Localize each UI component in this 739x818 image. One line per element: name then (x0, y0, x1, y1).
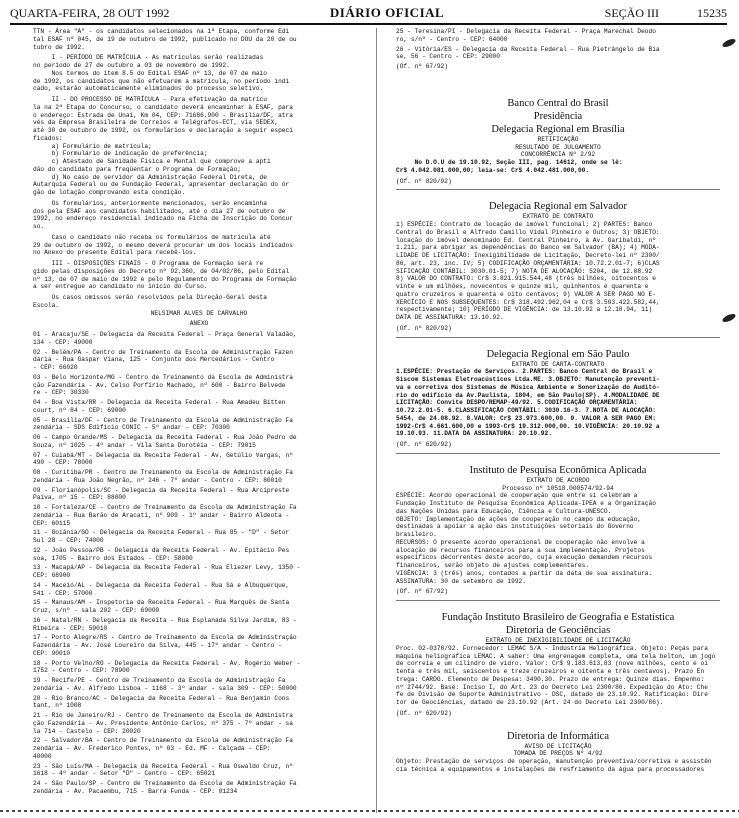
notice-type: EXTRATO DE INEXIGIBILIDADE DE LICITAÇÃO (485, 637, 631, 644)
processo-matricula-paragraph (33, 96, 365, 143)
text-line: zendária - Rua João Negrão, nº 246 - 7º andar - Centro - CEP: 80010 (33, 476, 282, 484)
text-line: 1.211, para abrigar as dependências do Banco em Salvador (BA); 4) MODA- (396, 244, 660, 252)
page-number: 15235 (697, 5, 727, 20)
text-line: nº 2744/92. Base: Inciso I, do Art. 23 do Decreto Lei 2300/86. Expedição do Ato: Che (396, 683, 708, 691)
annex-entry (33, 564, 365, 580)
text-line: ção Fazendária - Av. Celso Porfírio Machado, nº 600 - Bairro Belvede (33, 381, 286, 389)
office-ref: (Of. nº 67/92) (396, 588, 448, 596)
text-line: destinadas a apoiar a ação das instituições setoriais do Governo (396, 523, 634, 531)
section-rule (396, 453, 720, 454)
text-line: 10.72.2.01-5. 6.CLASSIFICAÇÃO CONTÁBIL: 3030.16-3. 7.NOTA DE ALOCAÇÃO: (396, 407, 656, 414)
notice-type: EXTRATO DE CONTRATO (522, 213, 594, 221)
text-line: soa, 1705 - Bairro dos Estados - CEP: 58000 (33, 554, 193, 562)
final-provisions-paragraph (33, 260, 365, 291)
annex-entry (33, 487, 365, 503)
no-forms-paragraph (33, 234, 365, 257)
annex-entry (396, 28, 720, 44)
annex-entry (33, 469, 365, 485)
annex-entry (33, 452, 365, 468)
notice-body (396, 368, 720, 438)
annex-list (33, 331, 365, 796)
annex-entry (33, 677, 365, 693)
ibge-notice (396, 611, 720, 718)
text-line: 26 - Vitória/ES - Delegacia da Receita Federal - Rua Pietrângelo de Bia (396, 45, 660, 53)
text-line: court, nº 84 - CEP: 69000 (33, 406, 126, 414)
text-line: 22 - Salvador/BA - Centro de Treinamento da Escola de Administração Fa (33, 737, 293, 745)
org-heading: Banco Central do Brasil (507, 97, 609, 109)
notice-body (396, 221, 720, 322)
annex-heading: ANEXO (189, 320, 209, 328)
office-ref: (Of. nº 820/92) (396, 177, 452, 185)
text-line: CEP: 68900 (33, 572, 71, 579)
salvador-notice (396, 200, 720, 332)
text-line: ção Fazendária - Av. Presidente Antônio Carlos, nº 375 - 7º andar - sa (33, 719, 293, 727)
text-line: tal ESAF nº 045, de 19 de outubro de 1992, publicado no DOU da 20 de ou (33, 35, 297, 43)
text-line: 20 - Rio Branco/AC - Delegacia da Receita Federal - Rua Benjamin Cons (33, 694, 290, 702)
text-line: Paiva, nº 15 - CEP: 88000 (33, 494, 126, 502)
org-heading: Fundação Instituto Brasileiro de Geografia e Estatística (441, 612, 675, 623)
text-line: tant, nº 1008 (33, 702, 82, 710)
text-line: 04 - Boa Vista/RR - Delegacia da Receita Federal - Rua Amadeu Bitten (33, 399, 286, 406)
forms-paragraph (33, 200, 365, 231)
text-line: la na 2ª Etapa do Concurso, o candidato deverá encaminhar à ESAF, para (33, 103, 293, 111)
text-line: Souza, nº 1025 - 4º andar - Vila Santa Dorotéia - CEP: 79015 (33, 441, 256, 449)
text-line: 02 - Belém/PA - Centro de Treinamento da Escola de Administração Fazen (33, 348, 293, 356)
notice-body (396, 492, 720, 585)
text-line: Ribeira - CEP: 59010 (33, 624, 108, 632)
text-line: 07 - Cuiabá/MT - Delegacia da Receita Federal - Av. Getúlio Vargas, nº (33, 451, 293, 459)
text-line: tenta e três mil, seiscentos e treze cruzeiros e oitenta e três centavos). Prazo En (396, 668, 705, 675)
section-rule (396, 189, 720, 190)
list-item: d) No caso de servidor da Administração Federal Direta, de (51, 173, 267, 181)
text-line: III - DISPOSIÇÕES FINAIS - O Programa de Formação será re (51, 260, 264, 267)
masthead (10, 5, 727, 25)
annex-entry (33, 399, 365, 415)
list-item: c) Atestado de Sanidade Física e Mental que comprove a apti (51, 158, 271, 165)
text-line: la 714 - Castelo - CEP: 20020 (33, 727, 141, 735)
annex-entry (33, 374, 365, 397)
text-line: 21 - Rio de Janeiro/RJ - Centro de Treinamento da Escola de Administra (33, 712, 293, 719)
text-line: ro, s/nº - Centro - CEP: 64000 (396, 35, 508, 43)
annex-entry (33, 547, 365, 563)
text-line: 18 - Porto Velho/RO - Delegacia da Receita Federal - Av. Rogério Weber - (33, 659, 301, 667)
text-line: Cruz, s/nº - sala 202 - CEP: 69000 (33, 607, 160, 614)
annex-entry (33, 695, 365, 711)
text-line: Fundação Instituto de Pesquisa Econômica Aplicada-IPEA e a Organização (396, 500, 656, 507)
text-line: de correia e um cilindro de vidro. Valor: Cr$ 9.183.613,83 (nove milhões, cento e oi (396, 660, 708, 668)
text-line: 86, art. 23, inc. IV; 5) CODIFICAÇÃO ORÇAMENTÁRIA: 10.72.2.01-7; 6)CLAS (396, 259, 660, 267)
annex-entry (33, 599, 365, 615)
text-line: Caso o candidato não receba os formulários de matrícula até (51, 233, 271, 241)
text-line: 13 - Macapá/AP - Delegacia da Receita Federal - Rua Eliezer Levy, 1350 - (33, 564, 301, 572)
text-line: 03 - Belo Horizonte/MG - Centro de Treinamento da Escola de Administra (33, 373, 293, 381)
text-line: Siscom Sistemas Eletroacústicos Ltda.ME. 3.OBJETO: Manutenção preventi- (396, 376, 660, 383)
text-line: RECURSOS: O presente acordo operacional de cooperação não envolve a (396, 538, 645, 546)
text-line: fe de Divisão de Suporte Administrativo - DSC, datado de 23.10.92. Ratificação: Dire (396, 691, 708, 699)
text-line: 01 - Aracaju/SE - Delegacia da Receita Federal - Praça General Valadão, (33, 331, 297, 338)
text-line: 1752 - Centro - CEP: 78900 (33, 667, 130, 675)
text-line: SIFICAÇÃO CONTÁBIL: 3030.01-5; 7) NOTA DE ALOCAÇÃO: 5204, de 12.08.92 (396, 267, 653, 275)
text-line: Fazendária - Av. José Loureiro da Silva, 445 - 17º andar - Centro - (33, 642, 282, 649)
text-line: 08 - Curitiba/PR - Centro de Treinamento da Escola de Administração Fa (33, 469, 293, 476)
list-item: gão de lotação comprovando esta condição. (33, 189, 186, 196)
text-line: 16 - Natal/RN - Delegacia da Receita - Rua Esplanada Silva Jardim, 83 - (33, 616, 297, 624)
text-line: Nos termos do item 8.5 do Edital ESAF nº 13, de 07 de maio (51, 69, 267, 77)
text-line: 490 - CEP: 78000 (33, 459, 93, 467)
text-line: 06 - Campo Grande/MS - Delegacia da Receita Federal - Rua João Pedro de (33, 434, 297, 441)
notice-type: EXTRATO DE ACORDO (526, 476, 590, 484)
signature: NELSIMAR ALVES DE CARVALHO (150, 309, 248, 317)
org-subheading: Delegacia Regional em Brasília (491, 123, 625, 135)
text-line: máquina heliográfica LEMAC. A saber: Uma engrenagem completa, uma tela belton, um jogo (396, 652, 716, 660)
annex-entry (33, 417, 365, 433)
text-line: financeiros, serão objeto de ajustes complementares. (396, 562, 590, 569)
text-line: vinte e um milhões, novecentos e quinze mil, quinhentos e quarenta e (396, 283, 649, 290)
text-line: das Nações Unidas para Educação, Ciência e Cultura-UNESCO. (396, 507, 612, 515)
text-line: II - DO PROCESSO DE MATRÍCULA - Para efetivação da matrícu (51, 96, 267, 103)
text-line: vés da Empresa Brasileira de Correios e Telégrafos-ECT, via SEDEX, (33, 119, 279, 127)
periodo-matricula-paragraph (33, 54, 365, 70)
text-line: va e corretiva dos Sistemas de Música Ambiente e Sonorização do Auditó- (396, 383, 660, 391)
text-line: dária - Rua Gaspar Viana, 125 - Conjunto dos Mercedários - Centro (33, 356, 275, 364)
text-line: Cr$ 4.042.081.000,00; leia-se: Cr$ 4.042.481.000,00. (396, 166, 590, 174)
text-line: rio do edifício da Av.Paulista, 1804, em São Paulo(SP). 4.MODALIDADE DE (396, 391, 660, 399)
annex-list-continued (396, 28, 720, 61)
text-line: re - CEP: 30330 (33, 389, 89, 397)
text-line: locação do imóvel denominado Ed. Central Pinheiro, à Av. Garibaldi, nº (396, 236, 656, 244)
text-line: quatro cruzeiros e quarenta e oito centavos; 9) VALOR A SER PAGO NO E- (396, 290, 656, 298)
text-line: I - PERÍODO DE MATRÍCULA - As matrículas serão realizadas (51, 54, 264, 62)
text-line: 19 - Recife/PE - Centro de Treinamento da Escola de Administração Fa (33, 677, 286, 684)
ipea-notice (396, 464, 720, 596)
dinf-notice (396, 730, 720, 774)
intro-paragraph (33, 28, 365, 51)
notice-type: EXTRATO DE CARTA-CONTRATO (511, 360, 605, 368)
text-line: Os casos omissos serão resolvidos pela Direção-Geral desta (51, 294, 267, 301)
org-subheading: Delegacia Regional em São Paulo (486, 348, 630, 360)
text-line: até 30 de outubro de 1992, os formulários e declaração a seguir especi (33, 127, 293, 134)
annex-entry (33, 529, 365, 545)
text-line: 23 - São Luís/MA - Delegacia da Receita Federal - Rua Oswaldo Cruz, nº (33, 762, 293, 770)
office-ref: (Of. nº 820/92) (396, 324, 452, 332)
annex-entry (33, 504, 365, 527)
text-line: No D.O.U de 19.10.92, Seção III, pag. 14612, onde se lê: (414, 159, 623, 166)
text-line: 05 - Brasília/DF - Centro de Treinamento da Escola de Administração Fa (33, 416, 293, 424)
text-line: Sul 28 - CEP: 74000 (33, 537, 104, 544)
notice-type: CONCORRÊNCIA Nº 2/92 (520, 151, 596, 159)
text-line: 15 - Manaus/AM - Inspetoria da Receita Federal - Rua Marquês de Santa (33, 599, 290, 607)
org-heading: Instituto de Pesquisa Econômica Aplicada (469, 464, 647, 476)
org-subheading: Diretoria de Informática (506, 730, 610, 742)
section-rule (396, 600, 720, 601)
text-line: CEP: 60115 (33, 519, 71, 527)
section-label: SEÇÃO III (604, 5, 659, 20)
text-line: 24 - São Paulo/SP - Centro de Treinamento da Escola de Administração Fa (33, 780, 297, 787)
list-item: a) Formulário de matrícula; (51, 142, 152, 150)
text-line: de 1992, os candidatos que não efetuarem a matrícula, no período indi (33, 77, 290, 85)
text-line: 134 - CEP: 49000 (33, 338, 93, 346)
annex-entry (33, 763, 365, 779)
text-line: se, 56 - Centro - CEP: 29000 (396, 53, 500, 61)
text-line: zendária - Av. Frederico Pontes, nº 03 - Ed. MF - Calçada - CEP: (33, 745, 271, 752)
text-line: nº 13, de 07 de maio de 1992 e pelo Regulamento do Programa de Formação (33, 275, 297, 283)
text-line: CEP: 90010 (33, 649, 71, 657)
office-ref: (Of. nº 620/92) (396, 441, 452, 448)
text-line: o endereço: Estrada de Unaí, Km 04, CEP: 71686.900 - Brasília/DF, atra (33, 111, 293, 119)
list-item: Autarquia Federal ou de Fundação Federal, apresentar declaração do ór (33, 181, 290, 189)
text-line: OBJETO: Implementação de ações de cooperação no campo da educação, (396, 515, 642, 523)
text-line: Os formulários, anteriormente mencionados, serão encaminha (51, 199, 267, 207)
text-line: 11 - Goiânia/GO - Delegacia da Receita Federal - Rua 85 - "D" - Setor (33, 529, 290, 537)
text-line: cia técnica a equipamentos e instalações de resfriamento da água para processadores (396, 765, 705, 773)
text-line: brasileiro. (396, 531, 437, 538)
saopaulo-notice (396, 348, 720, 449)
text-line: 1992, no endereço residencial indicado na Ficha de Inscrição do Concur (33, 215, 293, 223)
text-line: 1618 - 4º andar - Setor "D" - Centro - CEP: 65021 (33, 770, 215, 778)
text-line: a ser entregue ao candidato no início do Curso. (33, 283, 208, 291)
text-line: 25 - Teresina/PI - Delegacia da Receita Federal - Praça Marechal Deodo (396, 28, 656, 35)
annex-entry (33, 712, 365, 735)
text-line: Central do Brasil e Alfredo Camillo Vidal Pinheiro e Outros; 3) OBJETO: (396, 228, 660, 236)
text-line: 29 de outubro de 1992, o mesmo deverá procurar um dos locais indicados (33, 241, 293, 249)
annex-entry (396, 46, 720, 62)
text-line: 09 - Florianópolis/SC - Delegacia da Receita Federal - Rua Arcipreste (33, 486, 290, 494)
list-item: b) Formulário de indicação de preferência; (51, 150, 208, 158)
text-line: 10 - Fortaleza/CE - Centro de Treinamento da Escola de Administração Fa (33, 504, 297, 511)
annex-entry (33, 331, 365, 347)
text-line: zendária - Av. Alfredo Lisboa - 1168 - 3º andar - sala 309 - CEP: 50000 (33, 684, 297, 692)
text-line: 14 - Maceió/AL - Delegacia da Receita Federal - Rua Sá e Albuquerque, (33, 581, 290, 589)
text-line: 5454, de 24.08.92. 8.VALOR: Cr$ 23.973.600,00. 9. VALOR A SER PAGO EM: (396, 414, 656, 422)
office-ref: (Of. nº 620/92) (396, 709, 452, 717)
text-line: TTN - Área "A" - os candidatos selecionados na 1ª Etapa, conforme Edi (33, 28, 290, 35)
text-line: cado, estarão automaticamente eliminados do processo seletivo. (33, 85, 264, 93)
annex-entry (33, 349, 365, 372)
right-column (396, 28, 720, 774)
text-line: DATA DE ASSINATURA: 13.10.92. (396, 314, 504, 321)
annex-entry (33, 617, 365, 633)
annex-entry (33, 582, 365, 598)
text-line: Escola. (33, 301, 59, 309)
text-line: Proc. 02-0378/92. Fornecedor: LEMAC S/A - Indústria Heliográfica. Objeto: Peças para (396, 644, 708, 652)
text-line: 1992-Cr$ 4.661.600,00 e 1993-Cr$ 19.312.000,00. 10.VIGÊNCIA: 20.10.92 a (396, 422, 660, 430)
text-line: VIGÊNCIA: 3 (três) anos, contados a partir da data de sua assinatura. (396, 569, 653, 577)
text-line: dos pela ESAF aos candidatos habilitados, até o dia 27 de outubro de (33, 207, 286, 215)
annex-entry (33, 660, 365, 676)
notice-type: AVISO DE LICITAÇÃO (524, 742, 592, 750)
text-line: XERCÍCIO E NOS SUBSEQUENTES: Cr$ 318.492.962,04 e Cr$ 3.503.422.582,44, (396, 298, 660, 306)
office-ref: (Of. nº 67/92) (396, 63, 448, 70)
org-subheading: Delegacia Regional em Salvador (489, 201, 627, 213)
notice-type: RETIFICAÇÃO (537, 135, 579, 143)
issue-date: QUARTA-FEIRA, 28 OUT 1992 (10, 5, 170, 20)
text-line: LICITAÇÃO: Convite DESPO/REMAP-49/92. 5.CODIFICAÇÃO ORÇAMENTÁRIA: (396, 399, 638, 407)
text-line: - CEP: 66020 (33, 364, 78, 371)
bcb-notice (396, 97, 720, 186)
column-divider (376, 28, 377, 813)
text-line: Objeto: Prestação de serviços de operação, manutenção preventiva/corretiva e assistên (396, 758, 712, 765)
text-line: tor de Geociências, datado de 23.10.92 (Art. 24 do Decreto Lei 2300/86). (396, 699, 664, 706)
text-line: ASSINATURA: 30 de setembro de 1992. (396, 577, 526, 585)
notice-body (396, 645, 720, 707)
text-line: ficados: (33, 134, 63, 142)
text-line: 1.ESPÉCIE: Prestação de Serviços. 2.PARTES: Banco Central do Brasil e (396, 368, 653, 376)
text-line: 17 - Porto Alegre/RS - Centro de Treinamento da Escola de Administração (33, 634, 297, 642)
annex-entry (33, 780, 365, 796)
ink-blot (721, 312, 736, 323)
text-line: so. (33, 223, 45, 230)
text-line: ESPÉCIE: Acordo operacional de cooperação que entre si celebram a (396, 492, 638, 500)
notice-type: TOMADA DE PREÇOS Nº 4/92 (513, 750, 603, 758)
text-line: LIDADE DE LICITAÇÃO: Inexigibilidade de Licitação, Decreto-lei nº 2300/ (396, 252, 660, 259)
text-line: respectivamente; 10) PERÍODO DE VIGÊNCIA: de 13.10.92 a 12.10.94, 11) (396, 306, 653, 314)
notice-body (396, 758, 720, 774)
text-line: zendária - SDS Edifício CONIC - 5º andar - CEP: 70300 (33, 424, 230, 432)
text-line: 541 - CEP: 57000 (33, 589, 93, 597)
annex-entry (33, 434, 365, 450)
text-line: no período de 27 de outubro a 03 de novembro de 1992. (33, 62, 230, 69)
publication-title: DIÁRIO OFICIAL (329, 5, 445, 20)
text-line: 12 - João Pessoa/PB - Delegacia da Receita Federal - Av. Epitácio Pes (33, 546, 290, 554)
text-line: no Anexo do presente Edital para recebê-los. (33, 249, 197, 257)
text-line: trega: CARDG. Elemento de Despesa: 3490.30. Prazo de entrega: Quinze dias. Empenho: (396, 675, 705, 683)
text-line: 19.10.93. 11.DATA DA ASSINATURA: 20.10.92. (396, 430, 552, 438)
org-subheading: Presidência (533, 110, 583, 122)
required-items-list (33, 143, 365, 197)
text-line: zendária - Av. Pacaembu, 715 - Barra Funda - CEP: 01234 (33, 787, 238, 795)
section-rule (396, 337, 720, 338)
omitted-cases-paragraph (33, 294, 365, 310)
left-column (33, 28, 365, 798)
org-subheading: Diretoria de Geociências (505, 625, 611, 636)
terms-paragraph (33, 70, 365, 93)
text-line: 40000 (33, 752, 52, 760)
annex-entry (33, 634, 365, 657)
list-item: dão do candidato para freqüentar o Programa de Formação; (33, 165, 241, 173)
text-line: 1) ESPÉCIE: Contrato de locação de imóvel funcional; 2) PARTES: Banco (396, 221, 653, 228)
text-line: zendária - Rua Barão de Aracati, nº 909 - 1º andar - Bairro Aldeota - (33, 511, 290, 519)
text-line: alocação de recursos financeiros para a sua implementação. Projetos (396, 546, 645, 554)
process-number: Processo nº 10518.000574/92-94 (502, 484, 614, 492)
text-line: gido pelas disposições do Decreto nº 92.360, de 04/02/86, pelo Edital (33, 267, 290, 275)
text-line: 8) VALOR DO CONTRATO: Cr$ 3.821.915.544,48 (três bilhões, oitocentos e (396, 275, 656, 283)
annex-entry (33, 737, 365, 760)
text-line: específicos decorrentes deste acordo, cuja execução demandem recursos (396, 554, 653, 562)
page-fold-line (0, 810, 739, 812)
notice-type: RESULTADO DE JULGAMENTO (515, 143, 601, 151)
text-line: tubro de 1992. (33, 43, 85, 51)
ink-blot (721, 37, 736, 48)
